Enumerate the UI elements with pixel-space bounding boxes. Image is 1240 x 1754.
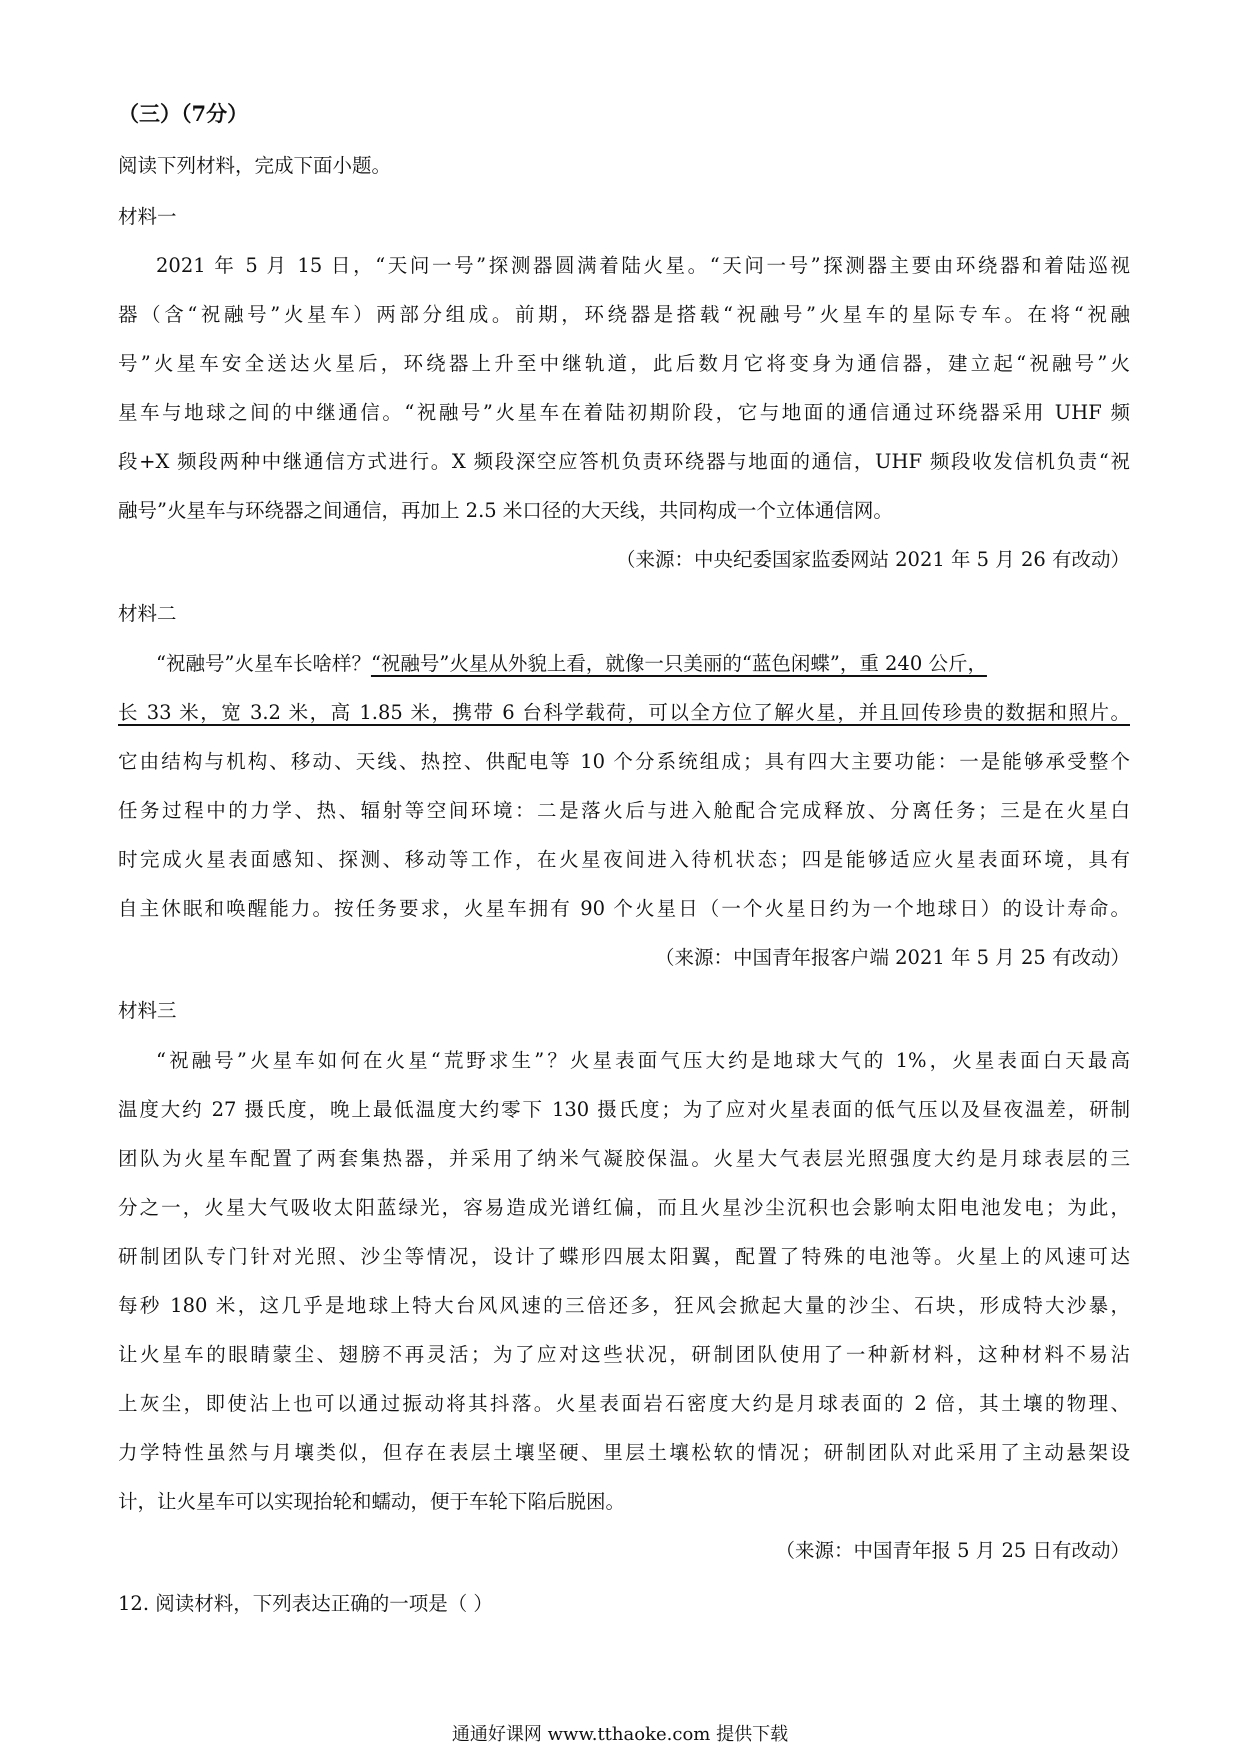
material2-line-5: 时完成火星表面感知、探测、移动等工作，在火星夜间进入待机状态；四是能够适应火星表面环境，具有 (118, 848, 1130, 871)
material2-line-1 (156, 650, 987, 678)
material1-line-6: 融号”火星车与环绕器之间通信，再加上 2.5 米口径的大天线，共同构成一个立体通信网。 (118, 499, 893, 522)
material3-line-6: 每秒 180 米，这几乎是地球上特大台风风速的三倍还多，狂风会掀起大量的沙尘、石块，形成特大沙暴， (118, 1294, 1130, 1317)
section-heading: （三）（7分） (118, 101, 249, 126)
material2-line-1-plain: “祝融号”火星车长啥样？ (156, 652, 371, 675)
material3-title: 材料三 (118, 999, 177, 1022)
material1-line-4: 星车与地球之间的中继通信。“祝融号”火星车在着陆初期阶段，它与地面的通信通过环绕器采用 UHF 频 (118, 401, 1130, 424)
material1-line-1: 2021 年 5 月 15 日，“天问一号”探测器圆满着陆火星。“天问一号”探测器主要由环绕器和着陆巡视 (156, 254, 1130, 277)
material1-source: （来源：中央纪委国家监委网站 2021 年 5 月 26 有改动） (615, 548, 1130, 571)
material2-line-2: 长 33 米，宽 3.2 米，高 1.85 米，携带 6 台科学载荷，可以全方位了解火星，并且回传珍贵的数据和照片。 (118, 701, 1130, 724)
material3-line-9: 力学特性虽然与月壤类似，但存在表层土壤坚硬、里层土壤松软的情况；研制团队对此采用了主动悬架设 (118, 1441, 1130, 1464)
material3-line-8: 上灰尘，即使沾上也可以通过振动将其抖落。火星表面岩石密度大约是月球表面的 2 倍，其土壤的物理、 (118, 1392, 1130, 1415)
material3-line-7: 让火星车的眼睛蒙尘、翅膀不再灵活；为了应对这些状况，研制团队使用了一种新材料，这种材料不易沾 (118, 1343, 1130, 1366)
material2-line-6: 自主休眠和唤醒能力。按任务要求，火星车拥有 90 个火星日（一个火星日约为一个地球日）的设计寿命。 (118, 897, 1130, 920)
material3-line-10: 计，让火星车可以实现抬轮和蠕动，便于车轮下陷后脱困。 (118, 1490, 626, 1513)
material3-line-2: 温度大约 27 摄氏度，晚上最低温度大约零下 130 摄氏度；为了应对火星表面的低气压以及昼夜温差，研制 (118, 1098, 1130, 1121)
material3-line-3: 团队为火星车配置了两套集热器，并采用了纳米气凝胶保温。火星大气表层光照强度大约是月球表层的三 (118, 1147, 1130, 1170)
material2-line-3: 它由结构与机构、移动、天线、热控、供配电等 10 个分系统组成；具有四大主要功能：一是能够承受整个 (118, 750, 1130, 773)
material2-title: 材料二 (118, 602, 177, 625)
material3-line-5: 研制团队专门针对光照、沙尘等情况，设计了蝶形四展太阳翼，配置了特殊的电池等。火星上的风速可达 (118, 1245, 1130, 1268)
material2-line-4: 任务过程中的力学、热、辐射等空间环境：二是落火后与进入舱配合完成释放、分离任务；三是在火星白 (118, 799, 1130, 822)
material3-line-1: “祝融号”火星车如何在火星“荒野求生”？火星表面气压大约是地球大气的 1%，火星表面白天最高 (156, 1049, 1130, 1072)
material1-line-5: 段+X 频段两种中继通信方式进行。X 频段深空应答机负责环绕器与地面的通信，UHF 频段收发信机负责“祝 (118, 450, 1130, 473)
material1-title: 材料一 (118, 205, 177, 228)
footer-credit: 通通好课网 www.tthaoke.com 提供下载 (451, 1724, 789, 1745)
material2-line-1-underlined: “祝融号”火星从外貌上看，就像一只美丽的“蓝色闲蝶”，重 240 公斤， (370, 652, 987, 675)
material2-source: （来源：中国青年报客户端 2021 年 5 月 25 有改动） (654, 946, 1130, 969)
material3-source: （来源：中国青年报 5 月 25 日有改动） (775, 1539, 1130, 1562)
material1-line-2: 器（含“祝融号”火星车）两部分组成。前期，环绕器是搭载“祝融号”火星车的星际专车。在将“祝融 (118, 303, 1130, 326)
material3-line-4: 分之一，火星大气吸收太阳蓝绿光，容易造成光谱红偏，而且火星沙尘沉积也会影响太阳电池发电；为此， (118, 1196, 1130, 1219)
instruction: 阅读下列材料，完成下面小题。 (118, 154, 392, 177)
material1-line-3: 号”火星车安全送达火星后，环绕器上升至中继轨道，此后数月它将变身为通信器，建立起“祝融号”火 (118, 352, 1130, 375)
question-12: 12. 阅读材料，下列表达正确的一项是（ ） (118, 1592, 493, 1615)
